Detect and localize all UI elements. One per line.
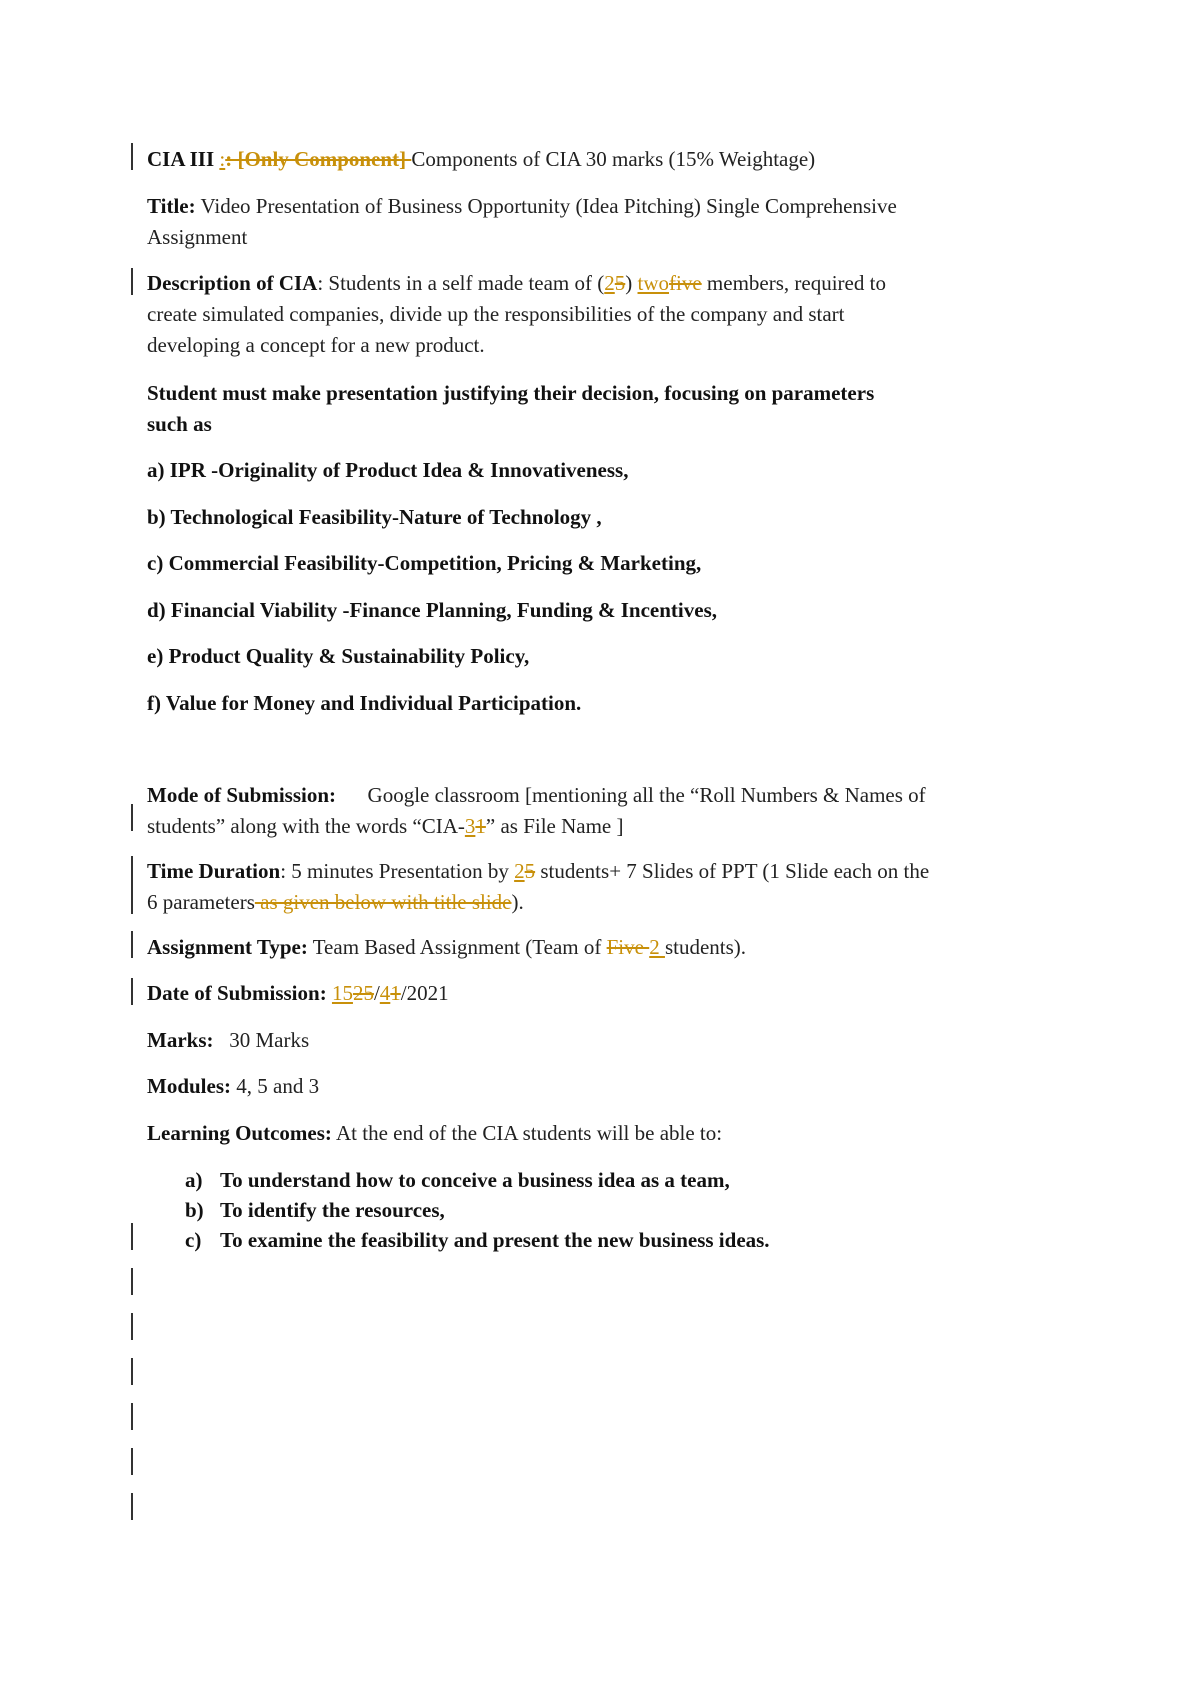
modules-label: Modules: [147, 1074, 231, 1098]
list-item [185, 1165, 770, 1195]
assignment-type-label: Assignment Type: [147, 935, 308, 959]
submission-text: students” along with the words “CIA- [147, 814, 465, 838]
list-item [185, 1225, 770, 1255]
parameter-text: e) Product Quality & Sustainability Policy, [147, 644, 530, 668]
outcomes-label: Learning Outcomes: [147, 1121, 332, 1145]
description-paragraph [147, 268, 1067, 361]
description-text: : Students in a self made team of ( [317, 271, 605, 295]
change-bar [131, 931, 133, 958]
duration-paragraph [147, 856, 1067, 918]
date-separator: / [373, 981, 380, 1005]
date-paragraph [147, 978, 1067, 1009]
description-text: members, required to [706, 271, 886, 295]
change-bar [131, 268, 133, 295]
inserted-text: 2 [649, 935, 665, 959]
parameter-text: a) IPR -Originality of Product Idea & Innovativeness, [147, 458, 629, 482]
list-marker: a) [185, 1168, 203, 1192]
submission-text: ” as File Name ] [485, 814, 624, 838]
heading-label: CIA III [147, 147, 215, 171]
duration-text: : 5 minutes Presentation by [280, 859, 515, 883]
parameter-item [147, 455, 1067, 486]
list-item-text: To understand how to conceive a business idea as a team, [220, 1168, 730, 1192]
student-note-line: such as [147, 412, 212, 436]
deleted-text: : [Only Component] [225, 147, 412, 171]
parameter-item [147, 688, 1067, 719]
duration-text: students+ 7 Slides of PPT (1 Slide each on the [535, 859, 930, 883]
marks-paragraph [147, 1025, 1067, 1056]
submission-label: Mode of Submission: [147, 783, 337, 807]
assignment-type-paragraph [147, 932, 1067, 963]
change-bar [131, 978, 133, 1005]
inserted-text: two [637, 271, 670, 295]
change-bar [131, 1448, 133, 1475]
modules-text: 4, 5 and 3 [236, 1074, 320, 1098]
marks-label: Marks: [147, 1028, 214, 1052]
description-text: create simulated companies, divide up the responsibilities of the company and start [147, 302, 845, 326]
inserted-text: 15 [331, 981, 353, 1005]
inserted-text: 3 [464, 814, 476, 838]
list-marker: c) [185, 1228, 202, 1252]
parameter-text: d) Financial Viability -Finance Planning, Funding & Incentives, [147, 598, 718, 622]
change-bar [131, 1493, 133, 1520]
submission-paragraph [147, 780, 1067, 842]
title-text-line2: Assignment [147, 225, 248, 249]
parameter-item [147, 502, 1067, 533]
description-label: Description of CIA [147, 271, 318, 295]
assignment-type-text: students). [664, 935, 747, 959]
marks-text: 30 Marks [229, 1028, 310, 1052]
list-item [185, 1195, 770, 1225]
parameter-text: b) Technological Feasibility-Nature of Technology , [147, 505, 602, 529]
change-bar [131, 804, 133, 831]
cia-heading [147, 144, 1067, 175]
heading-rest: Components of CIA 30 marks (15% Weightage) [411, 147, 816, 171]
change-bar [131, 1268, 133, 1295]
submission-text: Google classroom [mentioning all the “Roll Numbers & Names of [367, 783, 926, 807]
inserted-text: 2 [514, 859, 525, 883]
date-text: /2021 [400, 981, 449, 1005]
title-label: Title: [147, 194, 196, 218]
deleted-text: 5 [524, 859, 536, 883]
title-text: Video Presentation of Business Opportunity (Idea Pitching) Single Comprehensive [200, 194, 897, 218]
parameter-item [147, 641, 1067, 672]
outcomes-list [185, 1165, 770, 1255]
change-bar [131, 856, 133, 914]
modules-paragraph [147, 1071, 1067, 1102]
date-label: Date of Submission: [147, 981, 327, 1005]
change-bar [131, 1313, 133, 1340]
student-note-line: Student must make presentation justifying their decision, focusing on parameters [147, 381, 875, 405]
parameter-item [147, 595, 1067, 626]
deleted-text: Five [606, 935, 650, 959]
outcomes-text: At the end of the CIA students will be able to: [336, 1121, 723, 1145]
deleted-text: as given below with title slide [254, 890, 512, 914]
list-item-text: To identify the resources, [220, 1198, 445, 1222]
inserted-text: 4 [379, 981, 391, 1005]
change-bar [131, 1358, 133, 1385]
change-bar [131, 1223, 133, 1250]
deleted-text: five [669, 271, 702, 295]
description-text: ) [625, 271, 633, 295]
deleted-text: 1 [475, 814, 486, 838]
duration-text: 6 parameters [147, 890, 255, 914]
student-note [147, 378, 1067, 440]
parameter-text: c) Commercial Feasibility-Competition, Pricing & Marketing, [147, 551, 702, 575]
inserted-text: 2 [604, 271, 615, 295]
assignment-type-text: Team Based Assignment (Team of [307, 935, 607, 959]
parameter-item [147, 548, 1067, 579]
change-bar [131, 1403, 133, 1430]
list-marker: b) [185, 1198, 204, 1222]
duration-label: Time Duration [147, 859, 281, 883]
duration-text: ). [511, 890, 524, 914]
deleted-text: 1 [390, 981, 401, 1005]
outcomes-paragraph [147, 1118, 1067, 1149]
change-bar [131, 143, 133, 170]
description-text: developing a concept for a new product. [147, 333, 485, 357]
parameter-text: f) Value for Money and Individual Participation. [147, 691, 582, 715]
list-item-text: To examine the feasibility and present the new business ideas. [220, 1228, 770, 1252]
title-paragraph [147, 191, 1067, 253]
deleted-text: 25 [352, 981, 374, 1005]
inserted-text: : [219, 147, 226, 171]
deleted-text: 5 [614, 271, 626, 295]
